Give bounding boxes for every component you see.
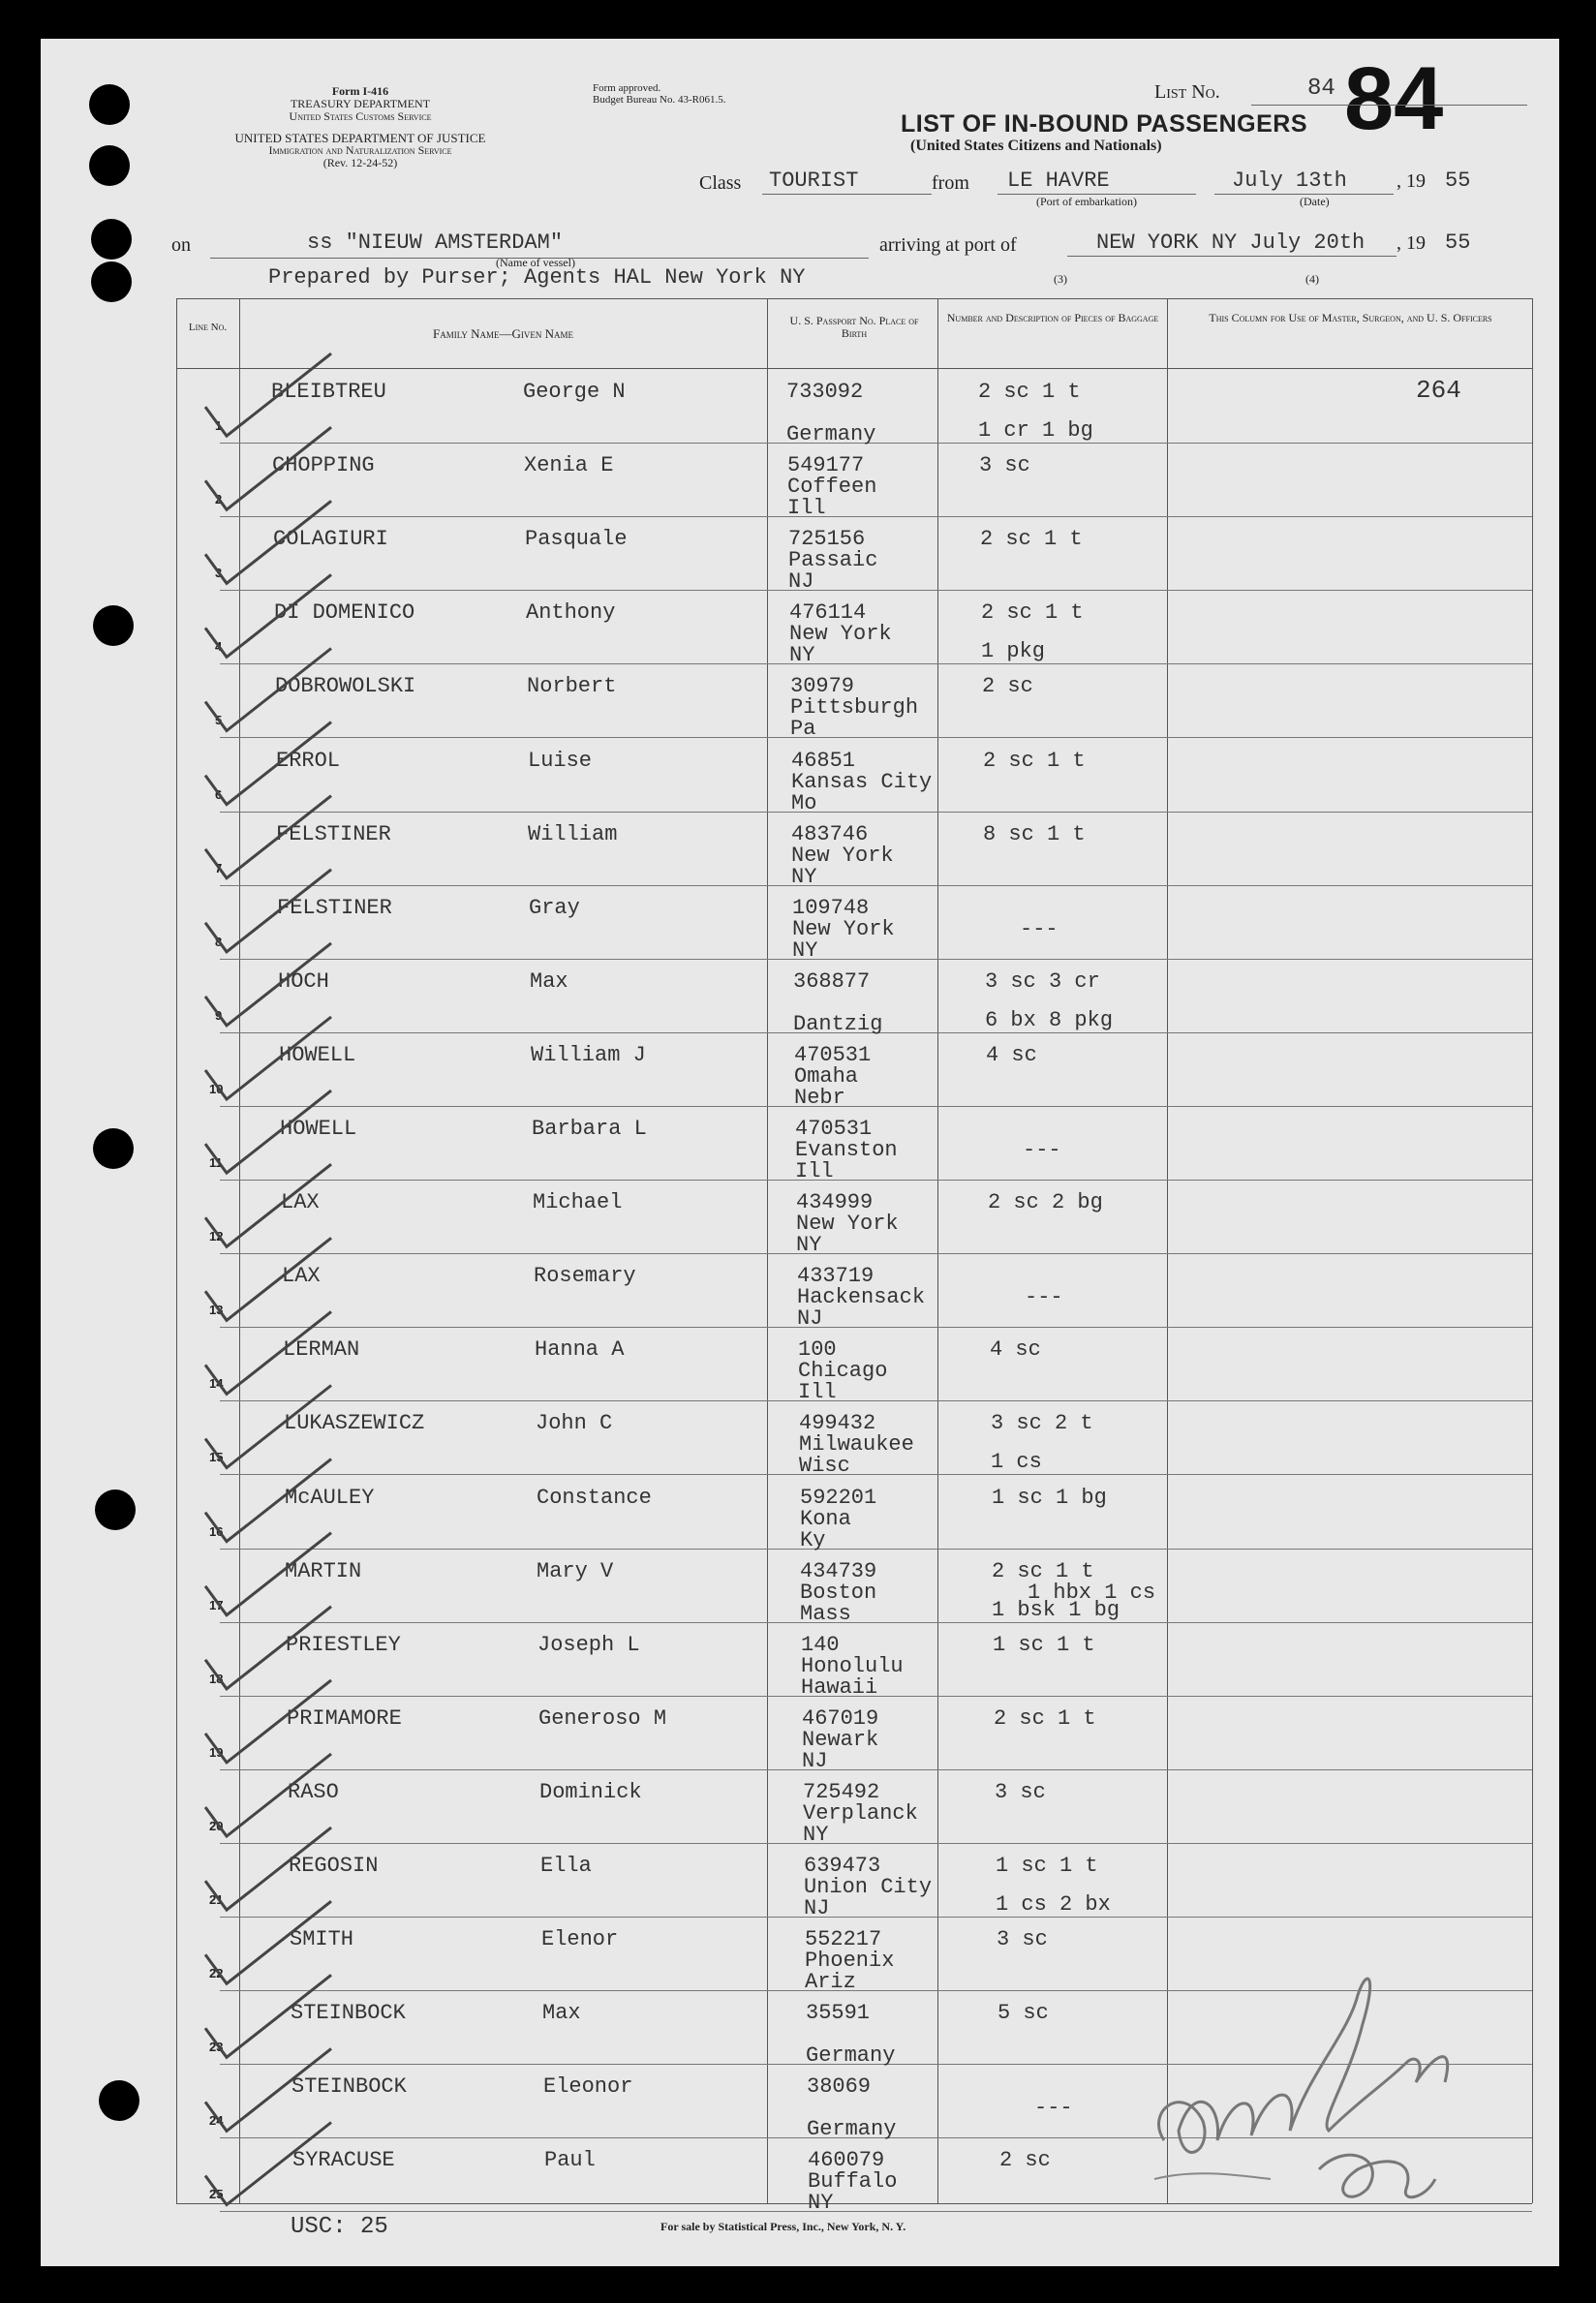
- check-mark: [205, 501, 331, 583]
- birthplace-state: NJ: [797, 1306, 823, 1332]
- on-label: on: [171, 234, 191, 256]
- birthplace: Phoenix: [805, 1949, 895, 1974]
- family-name: CHOPPING: [272, 453, 375, 478]
- year-prefix: , 19: [1396, 170, 1426, 192]
- list-no-label: List No.: [1154, 81, 1220, 103]
- birthplace: Chicago: [798, 1359, 888, 1384]
- birthplace-state: NJ: [802, 1748, 828, 1773]
- col-header-passport: U. S. Passport No. Place of Birth: [789, 314, 919, 340]
- baggage-line-1: 2 sc: [999, 2148, 1051, 2173]
- baggage-line-1: 3 sc: [997, 1927, 1048, 1952]
- passport-number: 100: [798, 1337, 837, 1363]
- family-name: LAX: [281, 1190, 320, 1215]
- birthplace: Coffeen: [787, 475, 877, 500]
- check-mark: [205, 1386, 331, 1468]
- check-mark: [205, 1754, 331, 1836]
- family-name: RASO: [288, 1779, 339, 1804]
- family-name: REGOSIN: [289, 1854, 379, 1878]
- birthplace-state: NY: [796, 1233, 822, 1258]
- check-mark: [205, 870, 331, 952]
- class-value: TOURIST: [769, 169, 859, 193]
- check-mark: [205, 1090, 331, 1173]
- birthplace-state: Ill: [795, 1159, 834, 1183]
- passport-number: 467019: [802, 1705, 879, 1731]
- line-number: 19: [209, 1744, 224, 1760]
- family-name: FELSTINER: [277, 895, 392, 920]
- birthplace: New York: [796, 1212, 899, 1237]
- passport-number: 30979: [790, 674, 855, 699]
- birthplace-state: Hawaii: [801, 1674, 878, 1700]
- birthplace-state: Mo: [791, 790, 817, 815]
- baggage-line-3: 1 cr 1 bg: [978, 418, 1093, 443]
- family-name: STEINBOCK: [292, 2074, 407, 2100]
- check-mark: [205, 722, 331, 805]
- vessel-name: ss "NIEUW AMSTERDAM": [307, 230, 564, 255]
- passport-number: 140: [801, 1632, 840, 1657]
- given-name: Rosemary: [534, 1264, 636, 1289]
- class-label: Class: [699, 172, 742, 194]
- baggage-line-2: ---: [1034, 2096, 1073, 2121]
- family-name: MARTIN: [285, 1558, 362, 1583]
- given-name: John C: [536, 1411, 613, 1436]
- usc-total: USC: 25: [291, 2214, 388, 2240]
- passport-number: 46851: [791, 748, 856, 773]
- passport-number: 470531: [794, 1042, 872, 1067]
- given-name: Joseph L: [537, 1632, 640, 1657]
- check-mark: [205, 1459, 331, 1542]
- given-name: Constance: [537, 1485, 652, 1510]
- birthplace: Evanston: [795, 1138, 898, 1162]
- col-header-officer: This Column for Use of Master, Surgeon, and U. S. Officers: [1209, 311, 1492, 324]
- baggage-line-1: 4 sc: [990, 1337, 1041, 1363]
- birthplace-state: Ky: [800, 1527, 826, 1552]
- departure-date: July 13th: [1232, 169, 1347, 193]
- col-header-name: Family Name—Given Name: [433, 326, 573, 341]
- from-label: from: [932, 172, 969, 194]
- family-name: ERROL: [276, 748, 341, 773]
- birthplace: Omaha: [794, 1063, 859, 1089]
- birthplace-state: Wisc: [799, 1454, 850, 1479]
- footer-printer: For sale by Statistical Press, Inc., New York, N. Y.: [660, 2220, 906, 2233]
- baggage-line-1: 2 sc 1 t: [980, 527, 1083, 552]
- check-mark: [205, 649, 331, 731]
- birthplace: New York: [789, 622, 892, 647]
- family-name: PRIMAMORE: [287, 1705, 402, 1731]
- given-name: Max: [530, 968, 568, 994]
- baggage-line-1: 2 sc 1 t: [983, 748, 1086, 773]
- passport-number: 109748: [792, 895, 870, 920]
- year2-value: 55: [1445, 230, 1471, 255]
- given-name: Pasquale: [525, 527, 628, 552]
- birthplace: New York: [792, 916, 895, 941]
- year-value: 55: [1445, 169, 1471, 193]
- passport-number: 433719: [797, 1264, 875, 1289]
- list-no-typed: 84: [1307, 76, 1335, 102]
- family-name: SYRACUSE: [292, 2148, 395, 2173]
- family-name: McAULEY: [285, 1485, 375, 1510]
- baggage-line-2: ---: [1025, 1285, 1063, 1310]
- baggage-line-3: 1 bsk 1 bg: [992, 1597, 1120, 1622]
- line-number: 3: [215, 566, 223, 581]
- line-number: 23: [209, 2040, 224, 2055]
- baggage-line-1: 2 sc 2 bg: [988, 1190, 1103, 1215]
- line-number: 24: [209, 2113, 224, 2129]
- line-number: 25: [209, 2187, 224, 2202]
- birthplace-state: NY: [791, 864, 817, 889]
- baggage-line-1: 3 sc: [995, 1779, 1046, 1804]
- baggage-line-3: 6 bx 8 pkg: [985, 1007, 1114, 1032]
- family-name: STEINBOCK: [291, 2001, 406, 2026]
- baggage-line-1: 8 sc 1 t: [983, 821, 1086, 846]
- birthplace-state: Germany: [807, 2117, 897, 2142]
- officer-note: 264: [1416, 376, 1461, 405]
- family-name: DI DOMENICO: [274, 600, 415, 626]
- given-name: Paul: [544, 2148, 596, 2173]
- given-name: William J: [531, 1042, 646, 1067]
- year2-prefix: , 19: [1396, 232, 1426, 254]
- birthplace-state: Nebr: [794, 1085, 845, 1110]
- given-name: Hanna A: [535, 1337, 625, 1363]
- birthplace: Passaic: [788, 548, 878, 573]
- passport-number: 639473: [804, 1854, 881, 1878]
- birthplace: Boston: [800, 1580, 877, 1605]
- birthplace-state: Mass: [800, 1601, 851, 1626]
- given-name: Mary V: [537, 1558, 614, 1583]
- given-name: Generoso M: [538, 1705, 667, 1731]
- ins-service: Immigration and Naturalization Service: [268, 143, 452, 157]
- given-name: Max: [542, 2001, 581, 2026]
- baggage-line-2: ---: [1023, 1138, 1061, 1162]
- form-number: Form I-416: [331, 84, 389, 98]
- given-name: Anthony: [526, 600, 616, 626]
- birthplace-state: NY: [808, 2191, 834, 2216]
- arriving-label: arriving at port of: [879, 234, 1017, 256]
- page-subtitle: (United States Citizens and Nationals): [910, 138, 1162, 154]
- date-caption: (Date): [1300, 195, 1330, 208]
- birthplace-state: Ill: [787, 496, 826, 521]
- given-name: Norbert: [527, 674, 617, 699]
- given-name: George N: [523, 380, 626, 404]
- line-number: 8: [215, 934, 223, 949]
- birthplace: Kansas City: [791, 769, 933, 794]
- line-number: 9: [215, 1007, 223, 1023]
- line-number: 13: [209, 1303, 224, 1318]
- line-number: 14: [209, 1376, 224, 1392]
- family-name: HOWELL: [279, 1042, 356, 1067]
- port-embarkation-caption: (Port of embarkation): [1036, 195, 1137, 208]
- arrival-port-date: NEW YORK NY July 20th: [1096, 230, 1366, 255]
- line-number: 17: [209, 1597, 224, 1612]
- passport-number: 35591: [806, 2001, 871, 2026]
- given-name: Gray: [529, 895, 580, 920]
- check-mark: [205, 1827, 331, 1910]
- check-mark: [205, 1164, 331, 1246]
- passport-number: 552217: [805, 1927, 882, 1952]
- signature: [1125, 1937, 1532, 2227]
- birthplace: Verplanck: [803, 1800, 918, 1826]
- line-number: 7: [215, 860, 223, 875]
- family-name: LAX: [282, 1264, 321, 1289]
- given-name: Michael: [533, 1190, 623, 1215]
- line-number: 4: [215, 639, 223, 655]
- birthplace-state: NJ: [788, 569, 814, 595]
- baggage-line-1: 3 sc 2 t: [991, 1411, 1093, 1436]
- passport-number: 733092: [786, 380, 864, 404]
- passport-number: 725492: [803, 1779, 880, 1804]
- vessel-caption: (Name of vessel): [496, 256, 575, 269]
- family-name: BLEIBTREU: [271, 380, 386, 404]
- baggage-line-1: 1 sc 1 t: [993, 1632, 1095, 1657]
- family-name: SMITH: [290, 1927, 354, 1952]
- given-name: Luise: [528, 748, 593, 773]
- caption-4: (4): [1305, 272, 1319, 286]
- passport-number: 434739: [800, 1558, 877, 1583]
- line-number: 15: [209, 1450, 224, 1465]
- family-name: LUKASZEWICZ: [284, 1411, 425, 1436]
- passport-number: 434999: [796, 1190, 874, 1215]
- baggage-line-1: 1 sc 1 bg: [992, 1485, 1107, 1510]
- baggage-line-1: 2 sc 1 t: [994, 1705, 1096, 1731]
- page-title: LIST OF IN-BOUND PASSENGERS: [901, 110, 1308, 138]
- baggage-line-1: 5 sc: [998, 2001, 1049, 2026]
- from-value: LE HAVRE: [1007, 169, 1110, 193]
- family-name: DOBROWOLSKI: [275, 674, 416, 699]
- baggage-line-1: 3 sc: [979, 453, 1030, 478]
- check-marks: [41, 39, 1559, 2266]
- baggage-line-1: 2 sc 1 t: [978, 380, 1081, 404]
- col-header-line-no: Line No.: [188, 322, 228, 333]
- birthplace-state: Ill: [798, 1380, 837, 1405]
- passport-number: 592201: [800, 1485, 877, 1510]
- justice-dept: UNITED STATES DEPARTMENT OF JUSTICE: [234, 131, 486, 145]
- line-number: 22: [209, 1966, 224, 1981]
- birthplace-state: NY: [803, 1822, 829, 1847]
- birthplace-state: NJ: [804, 1896, 830, 1920]
- check-mark: [205, 427, 331, 509]
- baggage-line-1: 2 sc 1 t: [992, 1558, 1094, 1583]
- birthplace-state: Germany: [806, 2043, 896, 2069]
- birthplace: Pittsburgh: [790, 695, 919, 721]
- passport-number: 499432: [799, 1411, 876, 1436]
- given-name: Eleonor: [543, 2074, 633, 2100]
- birthplace-state: NY: [789, 643, 815, 668]
- form-approved: Form approved.: [593, 82, 661, 94]
- baggage-line-2: 1 hbx 1 cs: [1028, 1580, 1156, 1605]
- revision: (Rev. 12-24-52): [322, 156, 398, 169]
- line-number: 12: [209, 1229, 224, 1244]
- check-mark: [205, 1607, 331, 1689]
- given-name: Xenia E: [524, 453, 614, 478]
- line-number: 2: [215, 492, 223, 507]
- baggage-line-1: 3 sc 3 cr: [985, 968, 1100, 994]
- given-name: Dominick: [539, 1779, 642, 1804]
- budget-bureau: Budget Bureau No. 43-R061.5.: [593, 94, 726, 106]
- passport-number: 549177: [787, 453, 865, 478]
- check-mark: [205, 1017, 331, 1099]
- col-header-baggage: Number and Description of Pieces of Baggage: [946, 311, 1159, 324]
- family-name: PRIESTLEY: [286, 1632, 401, 1657]
- baggage-line-1: 2 sc 1 t: [981, 600, 1084, 626]
- passport-number: 460079: [808, 2148, 885, 2173]
- line-number: 18: [209, 1671, 224, 1686]
- line-number: 10: [209, 1081, 224, 1096]
- birthplace: Kona: [800, 1506, 851, 1531]
- customs-service: United States Customs Service: [289, 109, 432, 123]
- given-name: Ella: [540, 1854, 592, 1878]
- birthplace-state: Pa: [790, 717, 816, 742]
- check-mark: [205, 1901, 331, 1983]
- check-mark: [205, 1975, 331, 2057]
- given-name: William: [528, 821, 618, 846]
- family-name: HOWELL: [280, 1117, 357, 1141]
- baggage-line-3: 1 pkg: [981, 639, 1046, 664]
- given-name: Barbara L: [532, 1117, 647, 1141]
- birthplace-state: Dantzig: [793, 1011, 883, 1036]
- passport-number: 38069: [807, 2074, 872, 2100]
- birthplace: Union City: [804, 1875, 933, 1899]
- treasury-dept: TREASURY DEPARTMENT: [290, 97, 431, 110]
- birthplace: Newark: [802, 1727, 879, 1752]
- prepared-by: Prepared by Purser; Agents HAL New York NY: [268, 265, 806, 290]
- check-mark: [205, 2123, 331, 2205]
- check-mark: [205, 1680, 331, 1763]
- line-number: 20: [209, 1818, 224, 1833]
- birthplace: Hackensack: [797, 1285, 926, 1310]
- baggage-line-1: 4 sc: [986, 1042, 1037, 1067]
- birthplace-state: Ariz: [805, 1970, 856, 1995]
- caption-3: (3): [1054, 272, 1067, 286]
- check-mark: [205, 574, 331, 657]
- birthplace: Milwaukee: [799, 1432, 914, 1458]
- line-number: 6: [215, 786, 223, 802]
- line-number: 16: [209, 1523, 224, 1539]
- passport-number: 483746: [791, 821, 869, 846]
- check-mark: [205, 1238, 331, 1320]
- manifest-page: [41, 39, 1559, 2266]
- birthplace: Honolulu: [801, 1653, 904, 1678]
- family-name: LERMAN: [283, 1337, 360, 1363]
- line-number: 21: [209, 1892, 224, 1908]
- birthplace: Buffalo: [808, 2169, 898, 2195]
- line-number: 5: [215, 713, 223, 728]
- line-number: 11: [209, 1155, 223, 1171]
- passport-number: 368877: [793, 968, 871, 994]
- check-mark: [205, 2048, 331, 2131]
- list-no-stamp: 84: [1344, 49, 1444, 148]
- given-name: Elenor: [541, 1927, 619, 1952]
- family-name: FELSTINER: [276, 821, 391, 846]
- family-name: COLAGIURI: [273, 527, 388, 552]
- birthplace-state: NY: [792, 937, 818, 963]
- check-mark: [205, 1533, 331, 1615]
- baggage-line-1: 2 sc: [982, 674, 1033, 699]
- check-mark: [205, 796, 331, 878]
- passport-number: 470531: [795, 1117, 873, 1141]
- line-number: 1: [215, 418, 223, 434]
- passport-number: 725156: [788, 527, 866, 552]
- passport-number: 476114: [789, 600, 867, 626]
- baggage-line-2: ---: [1020, 916, 1059, 941]
- baggage-line-3: 1 cs 2 bx: [996, 1892, 1111, 1917]
- birthplace: New York: [791, 843, 894, 868]
- check-mark: [205, 353, 331, 436]
- baggage-line-3: 1 cs: [991, 1450, 1042, 1475]
- family-name: HOCH: [278, 968, 329, 994]
- check-mark: [205, 943, 331, 1026]
- birthplace-state: Germany: [786, 422, 876, 446]
- baggage-line-1: 1 sc 1 t: [996, 1854, 1098, 1878]
- check-mark: [205, 1311, 331, 1394]
